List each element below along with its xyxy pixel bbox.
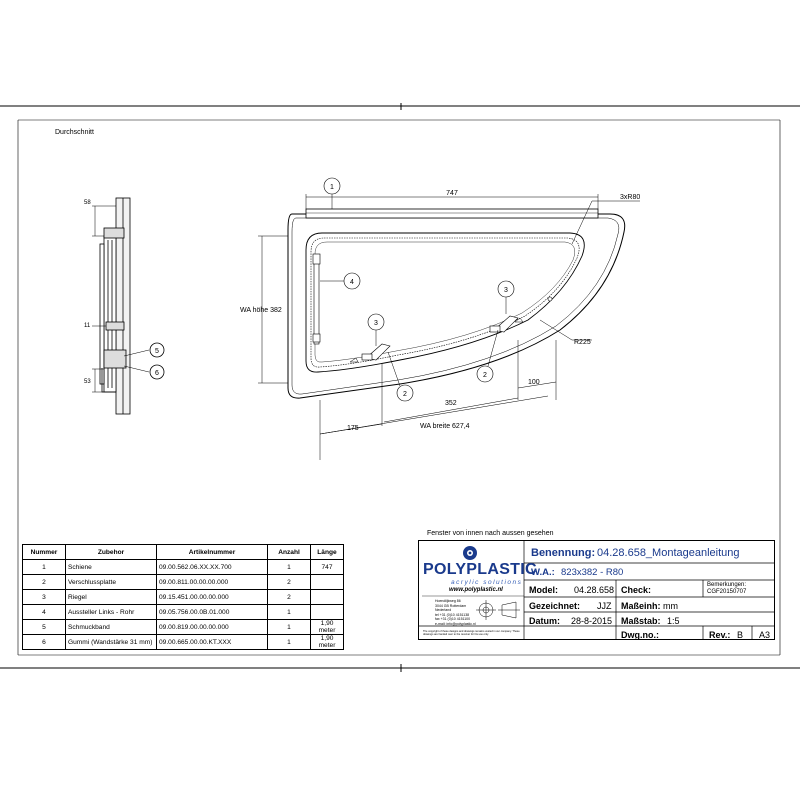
gezeichnet-label: Gezeichnet: xyxy=(529,601,581,611)
cell-laenge: 1,90 meter xyxy=(311,635,344,650)
cell-laenge xyxy=(311,590,344,605)
side-dim-53: 53 xyxy=(84,379,91,385)
cell-anzahl: 2 xyxy=(268,575,311,590)
address-line: Hoendiijkweg 86 xyxy=(435,599,461,603)
website-link[interactable]: www.polyplastic.nl xyxy=(449,587,503,593)
balloon-6: 6 xyxy=(155,370,159,377)
logo-tagline: acrylic solutions xyxy=(451,579,523,586)
balloon-1: 1 xyxy=(330,184,334,191)
cell-nummer: 5 xyxy=(23,620,66,635)
cell-nummer: 6 xyxy=(23,635,66,650)
company-address xyxy=(435,599,476,626)
cell-zubehor: Aussteller Links - Rohr xyxy=(66,605,157,620)
dim-175: 175 xyxy=(347,425,359,432)
cell-zubehor: Riegel xyxy=(66,590,157,605)
header-laenge: Länge xyxy=(311,545,344,560)
cell-anzahl: 1 xyxy=(268,605,311,620)
format-value: A3 xyxy=(759,630,771,640)
check-label: Check: xyxy=(621,585,652,595)
cell-laenge: 747 xyxy=(311,560,344,575)
cell-artikelnummer: 09.00.811.00.00.00.000 xyxy=(157,575,268,590)
header-anzahl: Anzahl xyxy=(268,545,311,560)
address-line: 3044 GB Rotterdam xyxy=(435,603,467,608)
cell-zubehor: Verschlussplatte xyxy=(66,575,157,590)
table-row xyxy=(23,560,344,575)
massstab-label: Maßstab: xyxy=(621,616,661,626)
cell-artikelnummer: 09.00.819.00.00.00.000 xyxy=(157,620,268,635)
cell-artikelnummer: 09.15.451.00.00.00.000 xyxy=(157,590,268,605)
polyplastic-logo-icon xyxy=(463,546,477,560)
dim-100: 100 xyxy=(528,379,540,386)
side-dim-11: 11 xyxy=(84,323,91,329)
balloon-4: 4 xyxy=(350,279,354,286)
gezeichnet-value: JJZ xyxy=(597,601,612,611)
benennung-value: 04.28.658_Montageanleitung xyxy=(597,547,740,559)
masseinh-value: mm xyxy=(663,601,678,611)
wa-label: W.A.: xyxy=(531,567,555,578)
cell-anzahl: 1 xyxy=(268,620,311,635)
cell-nummer: 2 xyxy=(23,575,66,590)
datum-label: Datum: xyxy=(529,616,560,626)
dim-top-length: 747 xyxy=(446,190,458,197)
cell-zubehor: Gummi (Wandstärke 31 mm) xyxy=(66,635,157,650)
header-zubehor: Zubehor xyxy=(66,545,157,560)
header-nummer: Nummer xyxy=(23,545,66,560)
side-dim-58: 58 xyxy=(84,200,91,206)
section-view xyxy=(92,198,164,414)
massstab-value: 1:5 xyxy=(667,616,680,626)
parts-table-header xyxy=(23,545,344,560)
address-line: fax +31 (0)10 4151100 xyxy=(435,617,471,621)
table-row xyxy=(23,620,344,635)
table-row xyxy=(23,590,344,605)
address-line: tel +31 (0)10 4151138 xyxy=(435,612,470,617)
cell-anzahl: 1 xyxy=(268,635,311,650)
address-line: e-mail: info@polyplastic.nl xyxy=(435,621,476,626)
cell-laenge xyxy=(311,605,344,620)
masseinh-label: Maßeinh: xyxy=(621,601,661,611)
address-line: Nederland xyxy=(435,608,452,612)
dim-height: WA höhe 382 xyxy=(240,307,282,314)
window-front-view xyxy=(258,178,640,460)
cell-laenge xyxy=(311,575,344,590)
section-label: Durchschnitt xyxy=(55,129,94,136)
cell-zubehor: Schmuckband xyxy=(66,620,157,635)
datum-value: 28-8-2015 xyxy=(571,616,613,626)
balloon-2-right: 2 xyxy=(483,372,487,379)
cell-laenge: 1,90 meter xyxy=(311,620,344,635)
view-caption: Fenster von innen nach aussen gesehen xyxy=(427,530,554,537)
cell-nummer: 4 xyxy=(23,605,66,620)
balloon-2-left: 2 xyxy=(403,391,407,398)
rev-value: B xyxy=(737,630,744,640)
dim-lower-radius: R225 xyxy=(574,339,591,346)
model-label: Model: xyxy=(529,585,558,595)
balloon-3-right: 3 xyxy=(504,287,508,294)
wa-value: 823x382 - R80 xyxy=(561,567,624,578)
benennung-label: Benennung: xyxy=(531,547,596,559)
copyright-notice: The copyright of these designs and drawings remains vested in our company. These drawings are handed over to the receiver for his use only. xyxy=(423,630,520,636)
model-value: 04.28.658 xyxy=(574,585,615,595)
cell-artikelnummer: 09.00.562.06.XX.XX.700 xyxy=(157,560,268,575)
bemerkungen-label: Bemerkungen: xyxy=(707,582,747,588)
table-row xyxy=(23,605,344,620)
logo-wordmark: POLYPLASTIC xyxy=(423,561,537,578)
dim-corner-radius: 3xR80 xyxy=(620,194,641,201)
cell-artikelnummer: 09.00.665.00.00.KT.XXX xyxy=(157,635,268,650)
dim-width: WA breite 627,4 xyxy=(420,423,470,430)
cell-zubehor: Schiene xyxy=(66,560,157,575)
table-row xyxy=(23,575,344,590)
table-row xyxy=(23,635,344,650)
dim-352: 352 xyxy=(445,400,457,407)
rev-label: Rev.: xyxy=(709,630,731,640)
balloon-3-left: 3 xyxy=(374,320,378,327)
cell-nummer: 1 xyxy=(23,560,66,575)
dwg-label: Dwg.no.: xyxy=(621,630,659,640)
cell-nummer: 3 xyxy=(23,590,66,605)
cell-anzahl: 2 xyxy=(268,590,311,605)
projection-symbol-icon xyxy=(476,600,520,620)
parts-table xyxy=(22,544,344,650)
bemerkungen-value: CGF20150707 xyxy=(707,589,747,595)
header-artikelnummer: Artikelnummer xyxy=(157,545,268,560)
cell-artikelnummer: 09.05.756.00.0B.01.000 xyxy=(157,605,268,620)
cell-anzahl: 1 xyxy=(268,560,311,575)
title-block xyxy=(418,540,775,640)
balloon-5: 5 xyxy=(155,348,159,355)
